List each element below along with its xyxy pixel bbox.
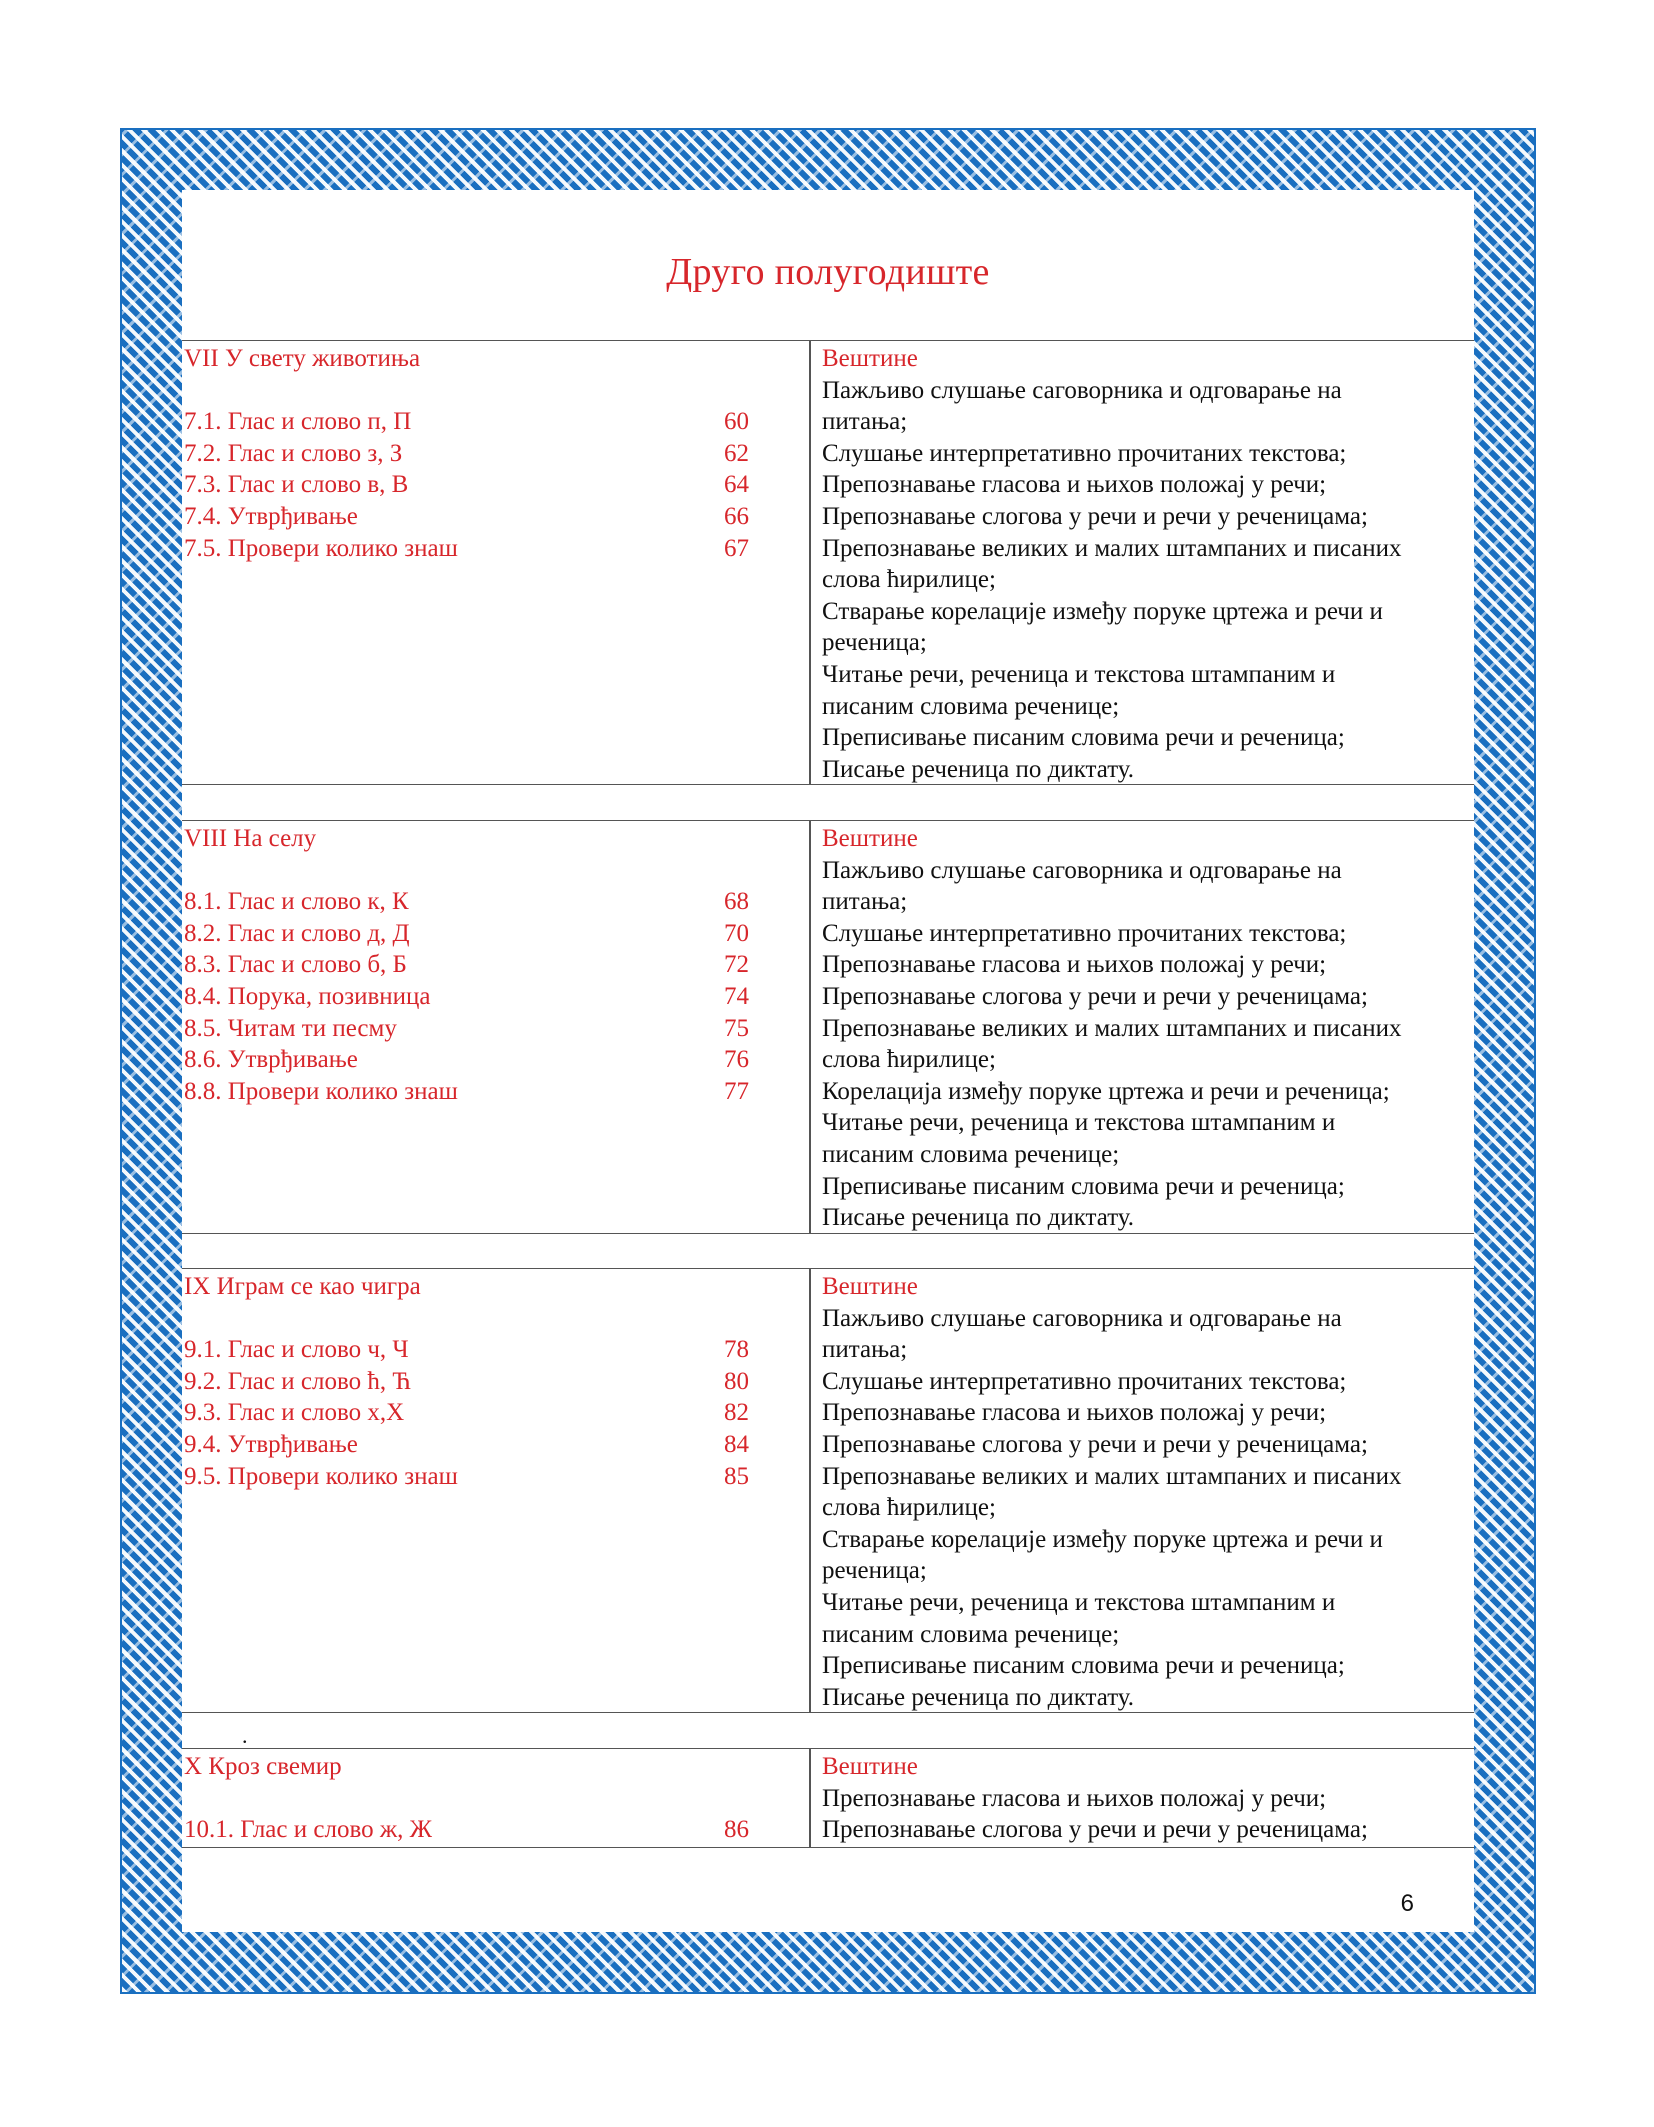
lesson-row <box>184 1076 804 1108</box>
lesson-label: 8.3. Глас и слово б, Б <box>184 951 407 979</box>
lesson-row <box>184 1334 804 1366</box>
section-ix <box>182 1268 1474 1713</box>
lesson-column <box>184 1271 804 1492</box>
lesson-label: 10.1. Глас и слово ж, Ж <box>184 1816 432 1844</box>
lesson-page: 82 <box>724 1399 749 1427</box>
lesson-label: 9.5. Провери колико знаш <box>184 1462 458 1490</box>
lesson-column <box>184 823 804 1107</box>
section-vii <box>182 340 1474 785</box>
lesson-page: 80 <box>724 1367 749 1395</box>
lesson-page: 78 <box>724 1336 749 1364</box>
lesson-label: 8.1. Глас и слово к, К <box>184 888 409 916</box>
skills-column <box>822 343 1472 785</box>
lesson-row <box>184 981 804 1013</box>
lesson-row <box>184 1814 804 1846</box>
lesson-page: 77 <box>724 1077 749 1105</box>
lesson-page: 70 <box>724 919 749 947</box>
lesson-row <box>184 1461 804 1493</box>
skill-line: писаним словима реченице; <box>822 1620 1120 1648</box>
lesson-row <box>184 1013 804 1045</box>
lesson-page: 67 <box>724 534 749 562</box>
lesson-page: 75 <box>724 1014 749 1042</box>
skill-line: питања; <box>822 408 908 436</box>
skills-heading: Вештине <box>822 1273 918 1300</box>
stray-mark: . <box>242 1723 248 1748</box>
lesson-label: 9.4. Утврђивање <box>184 1430 358 1458</box>
skill-line: Писање реченица по диктату. <box>822 755 1135 783</box>
lesson-label: 8.4. Порука, позивница <box>184 982 431 1010</box>
skill-line: Корелација између поруке цртежа и речи и реченица; <box>822 1077 1390 1105</box>
skill-line: Пажљиво слушање саговорника и одговарање на <box>822 376 1342 404</box>
skill-line: Препознавање слогова у речи и речи у реченицама; <box>822 982 1368 1010</box>
lesson-row <box>184 1397 804 1429</box>
lesson-label: 8.6. Утврђивање <box>184 1046 358 1074</box>
skill-line: питања; <box>822 888 908 916</box>
section-viii <box>182 820 1474 1234</box>
skill-line: Пажљиво слушање саговорника и одговарање на <box>822 1304 1342 1332</box>
lesson-label: 9.1. Глас и слово ч, Ч <box>184 1336 409 1364</box>
skill-line: Препознавање гласова и њихов положај у речи; <box>822 1399 1327 1427</box>
column-divider <box>809 1749 811 1847</box>
skills-heading: Вештине <box>822 1753 918 1780</box>
skill-line: Слушање интерпретативно прочитаних текстова; <box>822 1367 1347 1395</box>
lesson-label: 9.2. Глас и слово ћ, Ћ <box>184 1367 411 1395</box>
lesson-label: 8.2. Глас и слово д, Д <box>184 919 410 947</box>
lesson-label: 7.4. Утврђивање <box>184 502 358 530</box>
lesson-page: 66 <box>724 502 749 530</box>
skill-line: слова ћирилице; <box>822 1046 996 1074</box>
section-heading: X Кроз свемир <box>184 1753 342 1780</box>
skill-line: Преписивање писаним словима речи и реченица; <box>822 1652 1345 1680</box>
skill-line: Стварање корелације између поруке цртежа и речи и <box>822 1525 1383 1553</box>
skills-heading: Вештине <box>822 345 918 372</box>
skill-line: Стварање корелације између поруке цртежа и речи и <box>822 597 1383 625</box>
skill-line: Препознавање слогова у речи и речи у реченицама; <box>822 1430 1368 1458</box>
skill-line: реченица; <box>822 1557 927 1585</box>
skill-line: Препознавање слогова у речи и речи у реченицама; <box>822 1816 1368 1844</box>
lesson-page: 85 <box>724 1462 749 1490</box>
skill-line: Препознавање великих и малих штампаних и писаних <box>822 1014 1402 1042</box>
skill-line: писаним словима реченице; <box>822 692 1120 720</box>
section-heading: VIII На селу <box>184 825 317 852</box>
skill-line: Читање речи, реченица и текстова штампаним и <box>822 1109 1336 1137</box>
skill-line: Препознавање великих и малих штампаних и писаних <box>822 534 1402 562</box>
skill-line: реченица; <box>822 629 927 657</box>
lesson-label: 7.3. Глас и слово в, В <box>184 471 409 499</box>
lesson-page: 68 <box>724 888 749 916</box>
lesson-row <box>184 469 804 501</box>
lesson-label: 7.2. Глас и слово з, З <box>184 439 403 467</box>
skill-line: слова ћирилице; <box>822 566 996 594</box>
skill-line: Препознавање слогова у речи и речи у реченицама; <box>822 502 1368 530</box>
lesson-row <box>184 918 804 950</box>
skill-line: Пажљиво слушање саговорника и одговарање на <box>822 856 1342 884</box>
page-number: 6 <box>1400 1890 1414 1917</box>
skill-line: слова ћирилице; <box>822 1494 996 1522</box>
skills-column <box>822 1751 1472 1846</box>
skill-line: Писање реченица по диктату. <box>822 1204 1135 1232</box>
column-divider <box>809 1269 811 1712</box>
section-x <box>182 1748 1474 1848</box>
lesson-row <box>184 1366 804 1398</box>
skills-column <box>822 1271 1472 1713</box>
lesson-row <box>184 533 804 565</box>
lesson-row <box>184 501 804 533</box>
lesson-page: 84 <box>724 1430 749 1458</box>
lesson-row <box>184 1044 804 1076</box>
section-heading: IX Играм се као чигра <box>184 1273 421 1300</box>
page-content <box>182 190 1474 1932</box>
lesson-row <box>184 886 804 918</box>
lesson-row <box>184 406 804 438</box>
skill-line: Читање речи, реченица и текстова штампаним и <box>822 1588 1336 1616</box>
page-title: Друго полугодиште <box>666 251 990 293</box>
lesson-page: 60 <box>724 408 749 436</box>
lesson-row <box>184 949 804 981</box>
skill-line: писаним словима реченице; <box>822 1140 1120 1168</box>
lesson-page: 86 <box>724 1816 749 1844</box>
skill-line: питања; <box>822 1336 908 1364</box>
section-heading: VII У свету животиња <box>184 345 421 372</box>
lesson-row <box>184 438 804 470</box>
lesson-page: 76 <box>724 1046 749 1074</box>
skill-line: Препознавање гласова и њихов положај у речи; <box>822 471 1327 499</box>
lesson-page: 74 <box>724 982 749 1010</box>
lesson-label: 8.8. Провери колико знаш <box>184 1077 458 1105</box>
skills-column <box>822 823 1472 1234</box>
skill-line: Препознавање гласова и њихов положај у речи; <box>822 951 1327 979</box>
skill-line: Препознавање великих и малих штампаних и писаних <box>822 1462 1402 1490</box>
column-divider <box>809 821 811 1233</box>
skill-line: Писање реченица по диктату. <box>822 1683 1135 1711</box>
lesson-row <box>184 1429 804 1461</box>
column-divider <box>809 341 811 784</box>
lesson-label: 7.5. Провери колико знаш <box>184 534 458 562</box>
skill-line: Препознавање гласова и њихов положај у речи; <box>822 1784 1327 1812</box>
skill-line: Слушање интерпретативно прочитаних текстова; <box>822 919 1347 947</box>
lesson-label: 7.1. Глас и слово п, П <box>184 408 412 436</box>
lesson-label: 8.5. Читам ти песму <box>184 1014 397 1042</box>
skills-heading: Вештине <box>822 825 918 852</box>
lesson-page: 64 <box>724 471 749 499</box>
skill-line: Преписивање писаним словима речи и реченица; <box>822 724 1345 752</box>
skill-line: Преписивање писаним словима речи и реченица; <box>822 1172 1345 1200</box>
lesson-label: 9.3. Глас и слово х,Х <box>184 1399 405 1427</box>
lesson-page: 72 <box>724 951 749 979</box>
skill-line: Читање речи, реченица и текстова штампаним и <box>822 660 1336 688</box>
lesson-column <box>184 1751 804 1846</box>
lesson-page: 62 <box>724 439 749 467</box>
skill-line: Слушање интерпретативно прочитаних текстова; <box>822 439 1347 467</box>
lesson-column <box>184 343 804 564</box>
